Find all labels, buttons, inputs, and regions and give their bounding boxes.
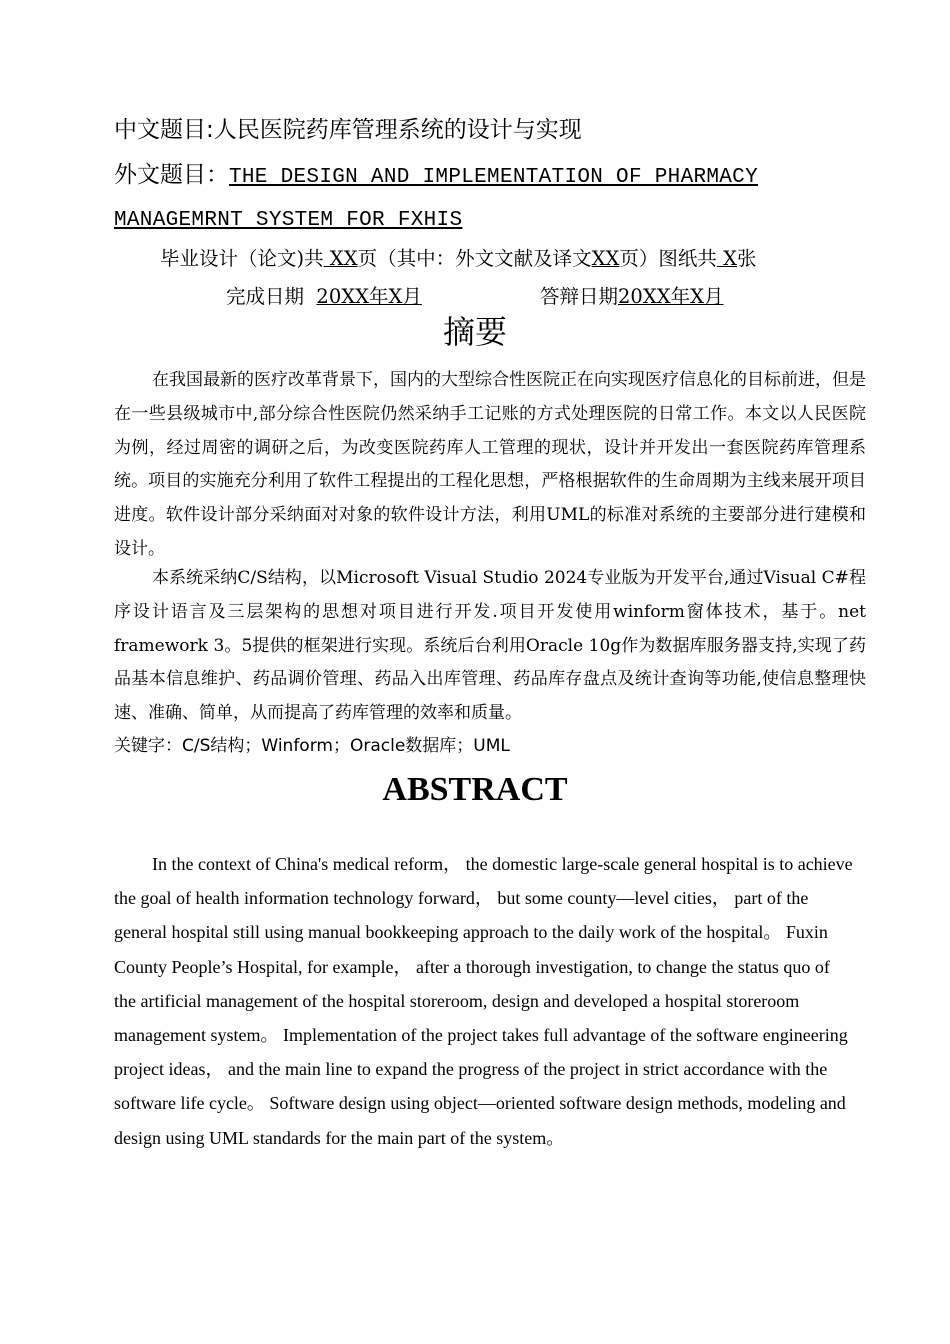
drawings-value: X bbox=[716, 247, 737, 270]
completion-date bbox=[226, 284, 422, 310]
completion-value: 20XX年X月 bbox=[316, 285, 422, 308]
foreign-title-line2: MANAGEMRNT SYSTEM FOR FXHIS bbox=[114, 209, 463, 232]
keywords: 关键字：C/S结构；Winform；Oracle数据库；UML bbox=[114, 736, 510, 756]
defense-date bbox=[540, 284, 723, 310]
defense-value: 20XX年X月 bbox=[618, 285, 724, 308]
chinese-title bbox=[114, 115, 582, 145]
abstract-cn-paragraph-1: 在我国最新的医疗改革背景下，国内的大型综合性医院正在向实现医疗信息化的目标前进，但是在一些县级城市中,部分综合性医院仍然采纳手工记账的方式处理医院的日常工作。本文以人民医院为例，经过周密的调研之后，为改变医院药库人工管理的现状，设计并开发出一套医院药库管理系统。项目的实施充分利用了软件工程提出的工程化思想，严格根据软件的生命周期为主线来展开项目进度。软件设计部分采纳面对对象的软件设计方法，利用UML的标准对系统的主要部分进行建模和设计。 bbox=[114, 370, 866, 559]
pages-middle: 页（其中：外文文献及译文 bbox=[357, 247, 592, 270]
chinese-title-label: 中文题目: bbox=[114, 117, 214, 143]
pages-value: XX bbox=[323, 247, 358, 270]
foreign-title-label: 外文题目： bbox=[114, 162, 229, 188]
drawings-suffix: 张 bbox=[736, 247, 757, 270]
foreign-title-continued bbox=[114, 203, 462, 236]
completion-label: 完成日期 bbox=[226, 285, 305, 308]
drawings-prefix: 页）图纸共 bbox=[619, 247, 717, 270]
abstract-en-heading: ABSTRACT bbox=[382, 771, 568, 808]
abstract-cn-heading: 摘要 bbox=[442, 313, 507, 351]
abstract-en-paragraph: In the context of China's medical reform， the domestic large-scale general hospital is to achieve the goal of health information technology forward， but some county—level cities， part of the general hospital still using manual bookkeeping approach to the daily work of the hospital。 Fuxin County People’s Hospital, for example， after a thorough investigation, to change the status quo of the artificial management of the hospital storeroom, design and developed a hospital storeroom management system。 Implementation of the project takes full advantage of the software engineering project ideas， and the main line to expand the progress of the project in strict accordance with the software life cycle。 Software design using object—oriented software design methods, modeling and design using UML standards for the main part of the system。 bbox=[114, 854, 853, 1148]
abstract-cn-paragraph-2: 本系统采纳C/S结构，以Microsoft Visual Studio 2024专业版为开发平台,通过Visual C#程序设计语言及三层架构的思想对项目进行开发.项目开发使用winform窗体技术，基于。net framework 3。5提供的框架进行实现。系统后台利用Oracle 10g作为数据库服务器支持,实现了药品基本信息维护、药品调价管理、药品入出库管理、药品库存盘点及统计查询等功能,使信息整理快速、准确、简单，从而提高了药库管理的效率和质量。 bbox=[114, 568, 866, 724]
foreign-title bbox=[114, 160, 758, 193]
chinese-title-text: 人民医院药库管理系统的设计与实现 bbox=[213, 117, 582, 143]
pages-prefix: 毕业设计（论文)共 bbox=[160, 247, 324, 270]
defense-label: 答辩日期 bbox=[540, 285, 619, 308]
foreign-pages-value: XX bbox=[591, 247, 620, 270]
page-count-line bbox=[160, 246, 756, 272]
foreign-title-line1: THE DESIGN AND IMPLEMENTATION OF PHARMACY bbox=[229, 166, 758, 189]
